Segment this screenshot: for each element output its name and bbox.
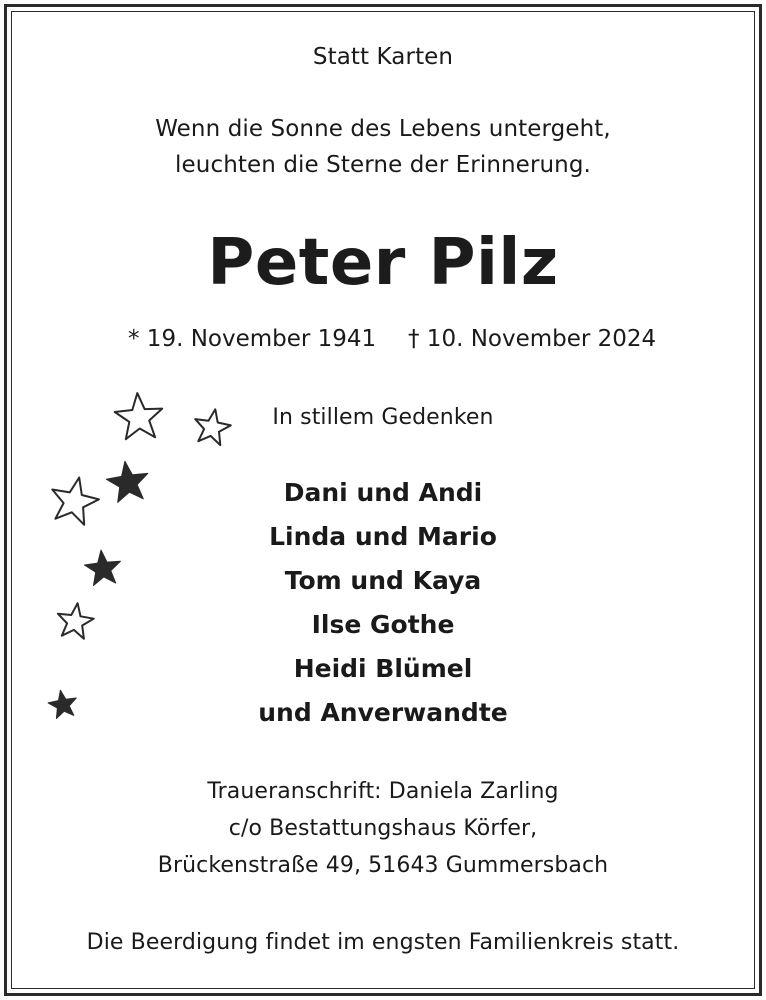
star-icon bbox=[52, 478, 99, 525]
mourner-5: Heidi Blümel bbox=[293, 654, 473, 683]
address-line-1: Traueranschrift: Daniela Zarling bbox=[207, 779, 559, 804]
mourner-3: Tom und Kaya bbox=[284, 566, 482, 595]
mourner-6: und Anverwandte bbox=[258, 698, 508, 727]
quote-line-2: leuchten die Sterne der Erinnerung. bbox=[175, 152, 591, 178]
mourner-2: Linda und Mario bbox=[269, 522, 497, 551]
quote-line-1: Wenn die Sonne des Lebens untergeht, bbox=[155, 116, 611, 142]
mourner-4: Ilse Gothe bbox=[311, 610, 455, 639]
star-icon bbox=[115, 393, 163, 439]
star-icon bbox=[84, 550, 120, 585]
address-line-3: Brückenstraße 49, 51643 Gummersbach bbox=[157, 853, 609, 878]
star-icon bbox=[58, 603, 94, 639]
remembrance-text: In stillem Gedenken bbox=[272, 405, 494, 430]
star-icon bbox=[48, 690, 76, 718]
header-text: Statt Karten bbox=[312, 44, 454, 70]
star-icon bbox=[106, 461, 148, 502]
star-icon bbox=[195, 409, 231, 445]
birth-date: * 19. November 1941 bbox=[128, 326, 377, 352]
address-line-2: c/o Bestattungshaus Körfer, bbox=[228, 816, 538, 841]
deceased-name: Peter Pilz bbox=[207, 226, 559, 300]
footer-text: Die Beerdigung findet im engsten Familienkreis statt. bbox=[86, 930, 680, 955]
mourner-1: Dani und Andi bbox=[283, 478, 483, 507]
death-date: † 10. November 2024 bbox=[408, 326, 657, 352]
